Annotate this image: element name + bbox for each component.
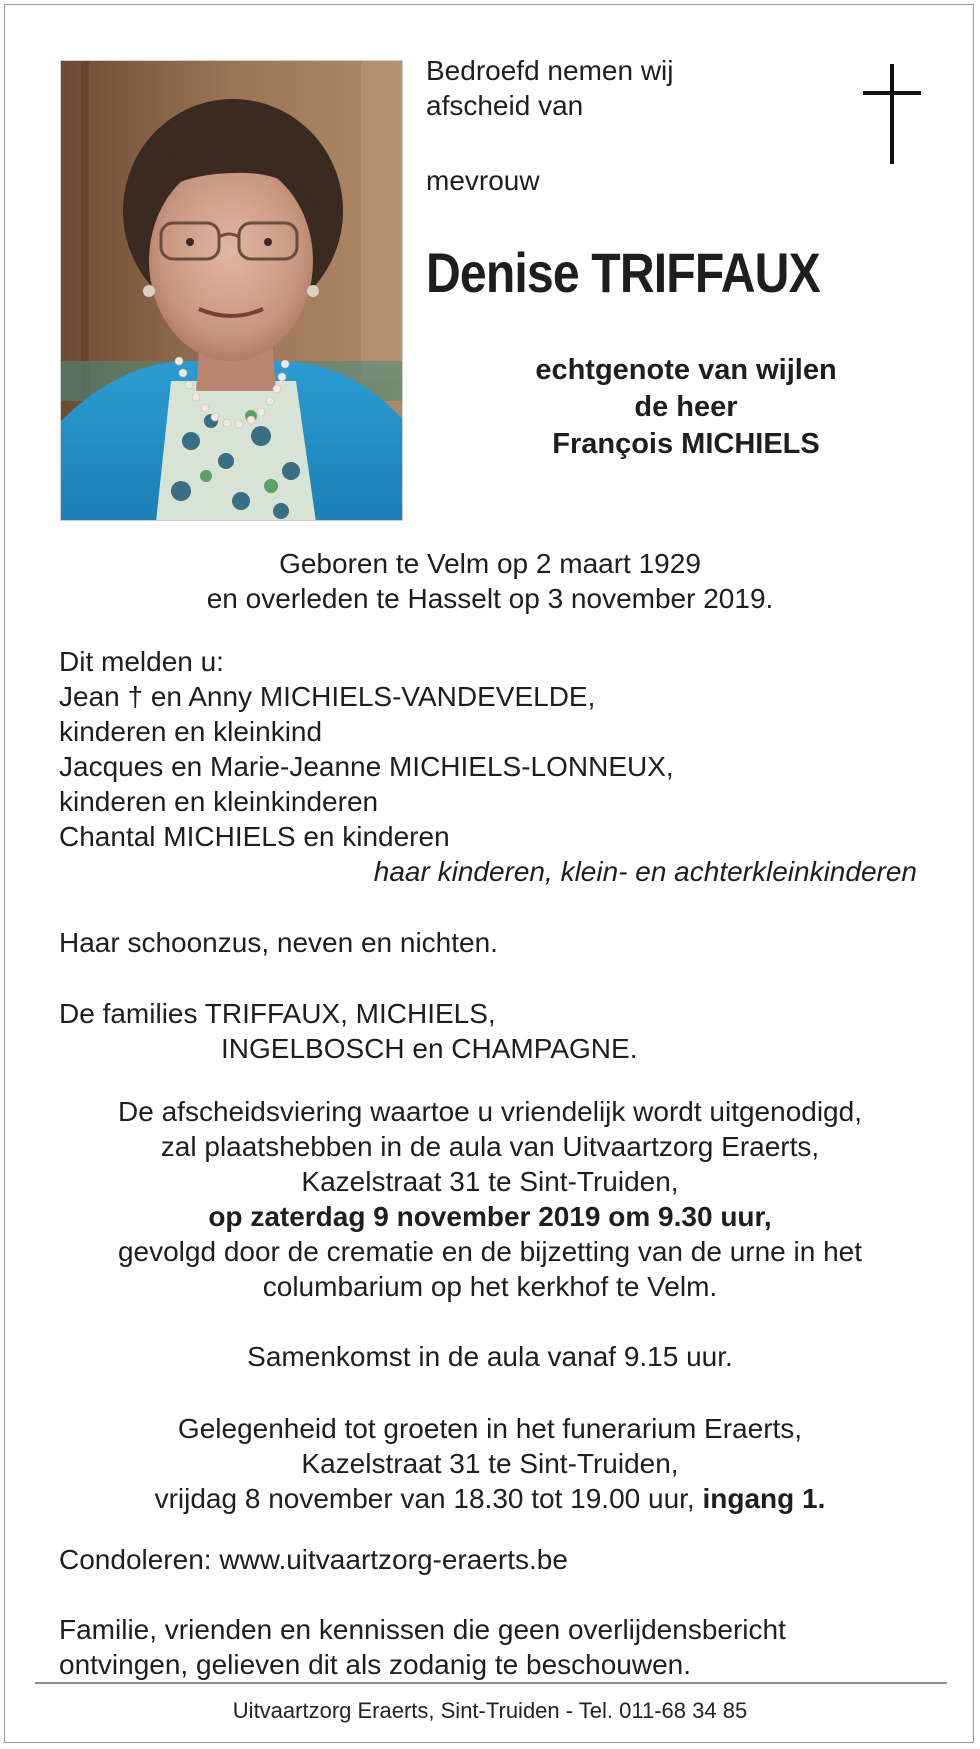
family-line: kinderen en kleinkind	[59, 716, 323, 747]
birth-death	[5, 546, 975, 616]
ceremony-line-3: Kazelstraat 31 te Sint-Truiden,	[301, 1166, 679, 1197]
announced-intro: Dit melden u:	[59, 646, 224, 677]
family-caption: haar kinderen, klein- en achterkleinkinderen	[373, 856, 917, 887]
honorific: mevrouw	[426, 165, 540, 196]
announced-by	[59, 644, 674, 854]
gathering: Samenkomst in de aula vanaf 9.15 uur.	[247, 1341, 733, 1372]
ceremony-line-6: columbarium op het kerkhof te Velm.	[262, 1271, 718, 1302]
spouse-line-3: François MICHIELS	[552, 428, 820, 460]
death-line: en overleden te Hasselt op 3 november 2019.	[206, 583, 774, 614]
notice-line-2: ontvingen, gelieven dit als zodanig te beschouwen.	[59, 1649, 691, 1680]
families-line-2: INGELBOSCH en CHAMPAGNE.	[221, 1033, 638, 1064]
portrait-photo	[60, 60, 403, 521]
ceremony-line-5: gevolgd door de crematie en de bijzetting van de urne in het	[117, 1236, 863, 1267]
notice-line-1: Familie, vrienden en kennissen die geen overlijdensbericht	[59, 1614, 786, 1645]
visitation-time: vrijdag 8 november van 18.30 tot 19.00 uur,	[154, 1483, 695, 1514]
notice-block	[59, 1612, 786, 1682]
spouse-line-2: de heer	[634, 391, 738, 423]
family-line: Jacques en Marie-Jeanne MICHIELS-LONNEUX,	[59, 751, 674, 782]
visitation-block	[5, 1411, 975, 1516]
visitation-entrance: ingang 1.	[702, 1483, 826, 1514]
intro-text	[426, 53, 673, 123]
ceremony-date: op zaterdag 9 november 2019 om 9.30 uur,	[208, 1201, 772, 1232]
footer-divider	[35, 1682, 947, 1684]
ceremony-line-2: zal plaatshebben in de aula van Uitvaartzorg Eraerts,	[160, 1131, 820, 1162]
intro-line-2: afscheid van	[426, 90, 584, 121]
obituary-card	[4, 4, 974, 1743]
spouse-block	[426, 352, 946, 463]
footer: Uitvaartzorg Eraerts, Sint-Truiden - Tel. 011-68 34 85	[232, 1698, 748, 1723]
birth-line: Geboren te Velm op 2 maart 1929	[279, 548, 701, 579]
visitation-line-2: Kazelstraat 31 te Sint-Truiden,	[301, 1448, 679, 1479]
family-line: Jean † en Anny MICHIELS-VANDEVELDE,	[59, 681, 596, 712]
cross-icon	[863, 64, 923, 164]
deceased-name: Denise TRIFFAUX	[426, 241, 820, 304]
family-line: Chantal MICHIELS en kinderen	[59, 821, 450, 852]
visitation-line-1: Gelegenheid tot groeten in het funerarium Eraerts,	[177, 1413, 803, 1444]
family-line: kinderen en kleinkinderen	[59, 786, 379, 817]
in-laws: Haar schoonzus, neven en nichten.	[59, 927, 498, 958]
families-line-1: De families TRIFFAUX, MICHIELS,	[59, 998, 496, 1029]
spouse-line-1: echtgenote van wijlen	[535, 354, 837, 386]
condolences-link[interactable]: Condoleren: www.uitvaartzorg-eraerts.be	[59, 1544, 568, 1575]
visitation-line-3	[5, 1481, 975, 1516]
ceremony-block	[5, 1094, 975, 1304]
intro-line-1: Bedroefd nemen wij	[426, 55, 674, 86]
ceremony-line-1: De afscheidsviering waartoe u vriendelijk wordt uitgenodigd,	[118, 1096, 862, 1127]
